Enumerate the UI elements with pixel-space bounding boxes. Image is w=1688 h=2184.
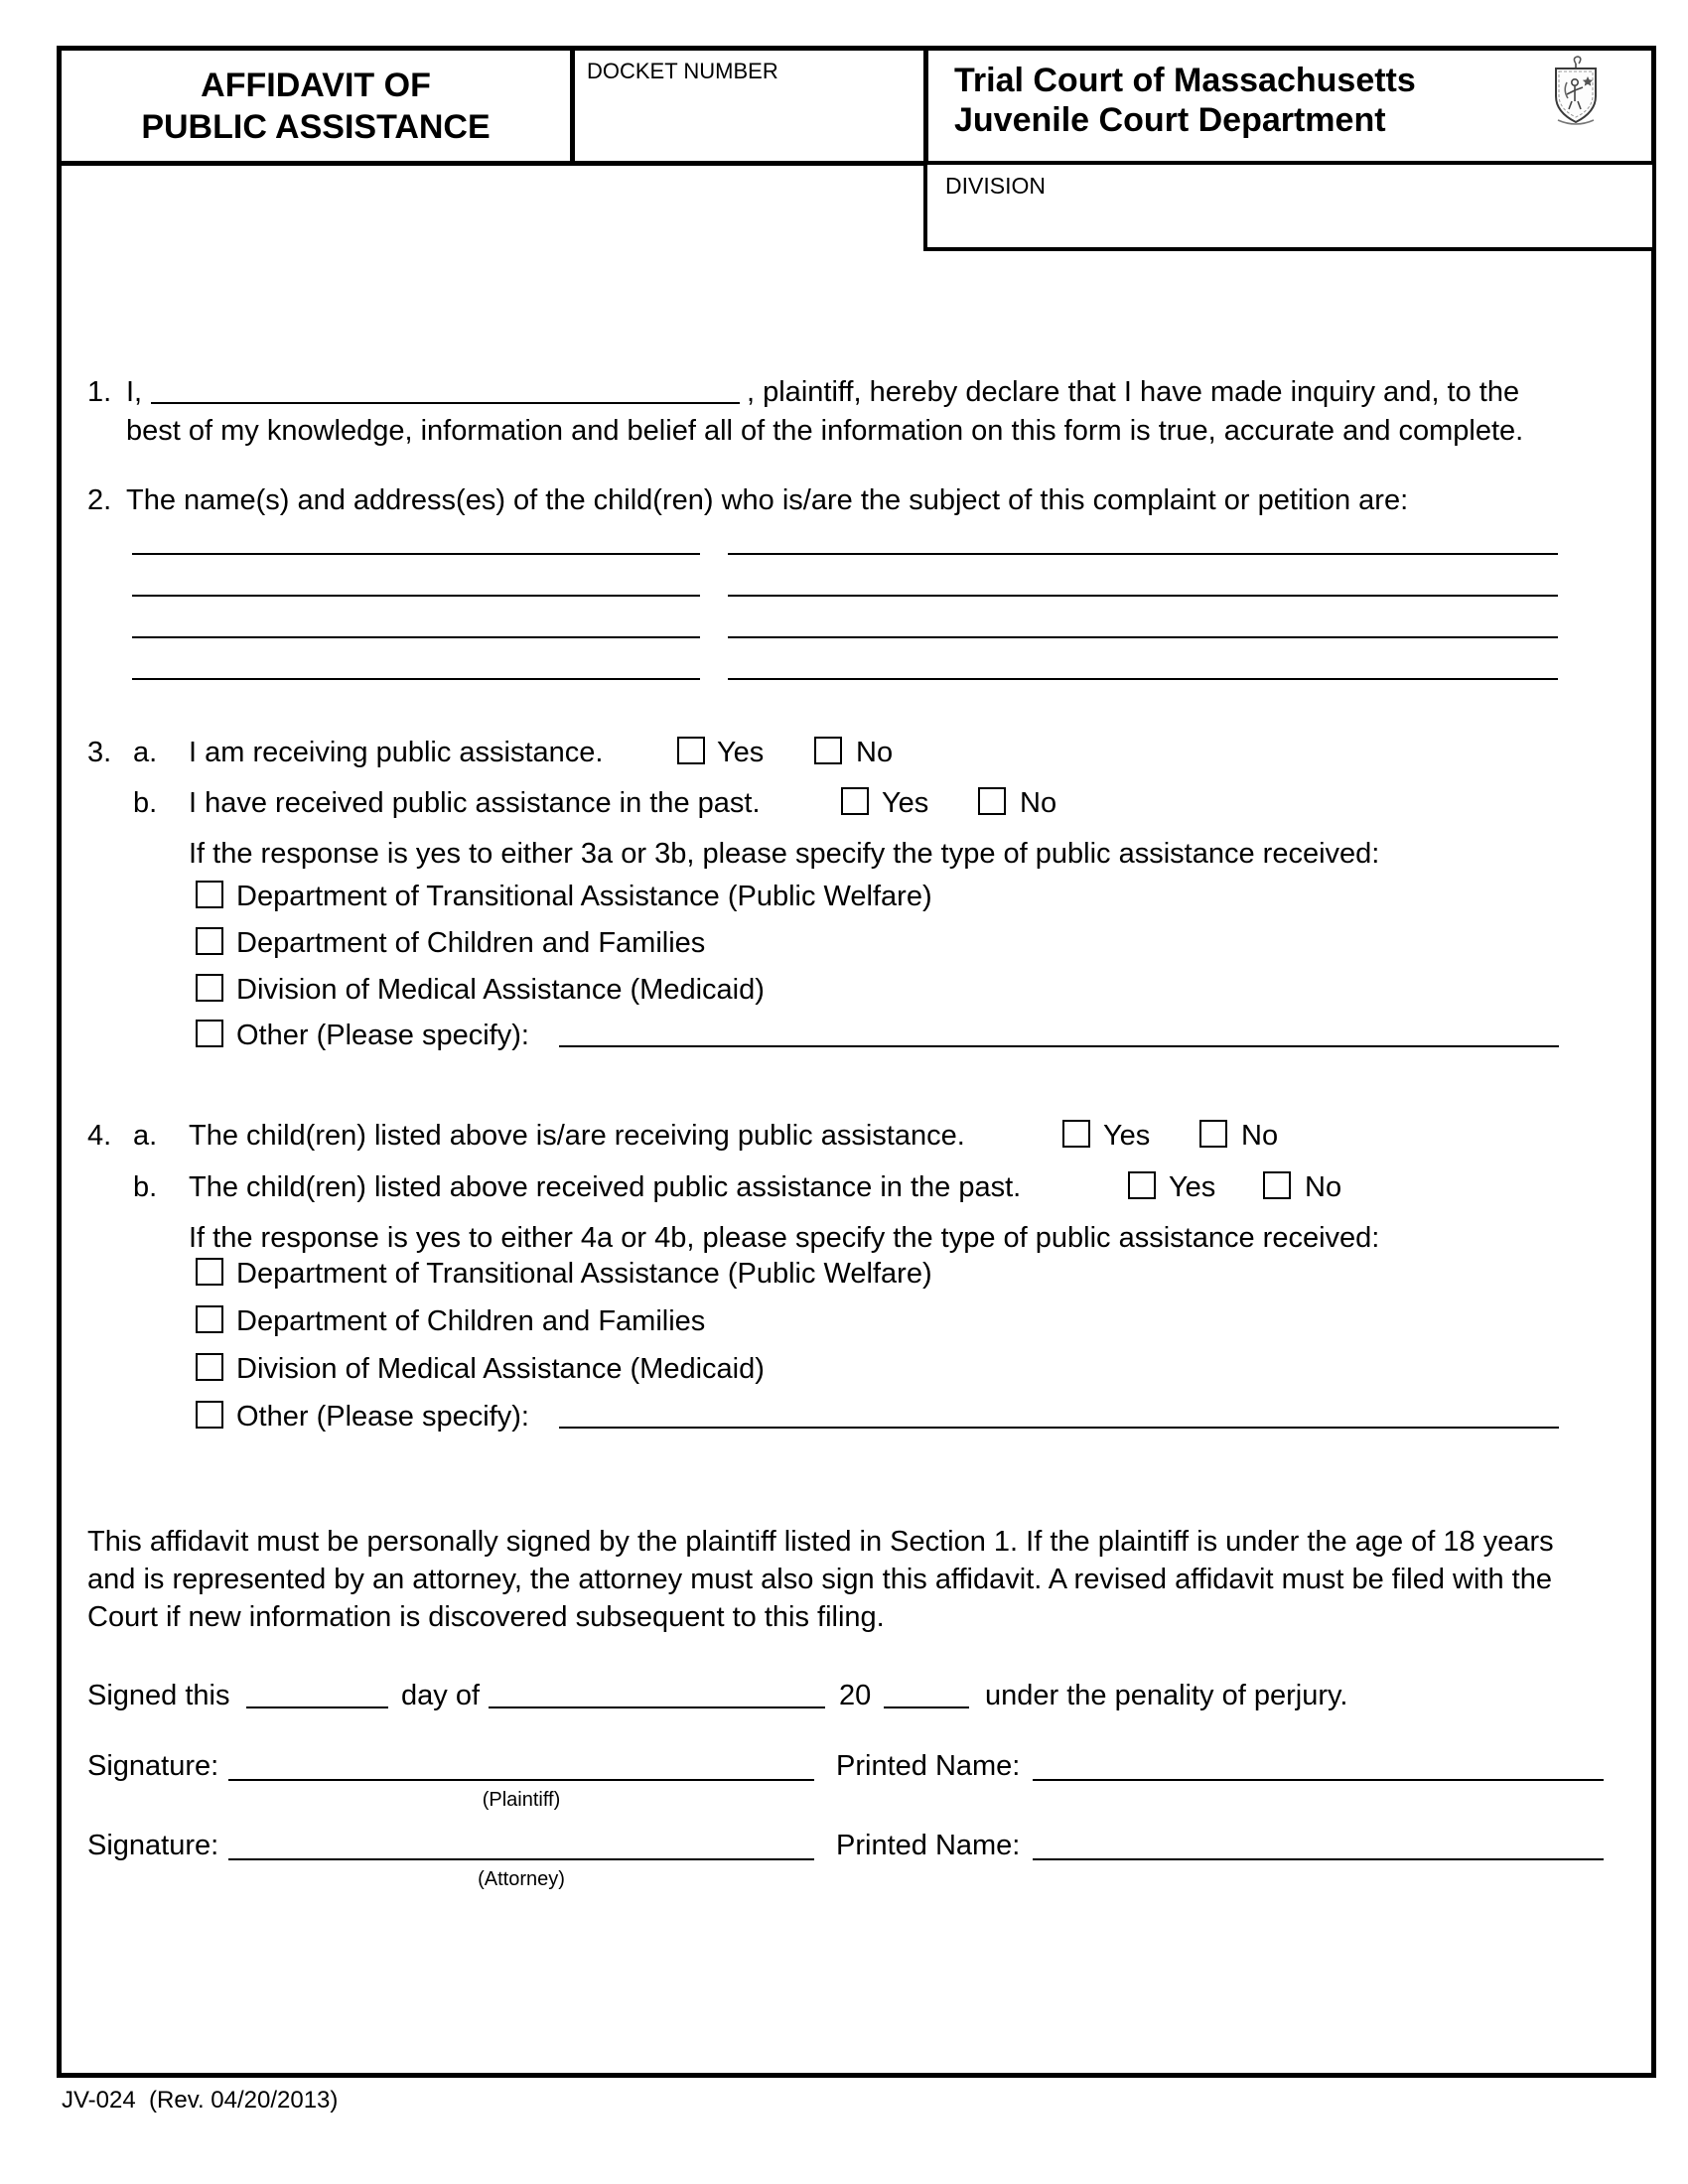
signed-year-blank-line[interactable] — [884, 1706, 969, 1708]
section3a-yes-label: Yes — [717, 737, 765, 768]
court-name-line2: Juvenile Court Department — [954, 101, 1386, 139]
attorney-signature-label: Signature: — [87, 1830, 219, 1861]
section4a-no-checkbox[interactable] — [1199, 1120, 1227, 1148]
docket-number-label: DOCKET NUMBER — [587, 59, 778, 83]
section3-option-dcf-checkbox[interactable] — [196, 927, 223, 955]
form-title-cell — [57, 46, 575, 166]
section3-option-dma-checkbox[interactable] — [196, 974, 223, 1002]
section3a-no-checkbox[interactable] — [814, 737, 842, 764]
section3-option-other-checkbox[interactable] — [196, 1020, 223, 1047]
section3b-yes-checkbox[interactable] — [841, 787, 869, 815]
section4a-no-label: No — [1241, 1120, 1279, 1152]
day-of-text: day of — [401, 1680, 480, 1711]
section4a-yes-checkbox[interactable] — [1062, 1120, 1090, 1148]
signed-day-blank-line[interactable] — [246, 1706, 388, 1708]
section4-instruction: If the response is yes to either 4a or 4b, please specify the type of public assistance received: — [189, 1222, 1380, 1254]
section4-option-dma-checkbox[interactable] — [196, 1353, 223, 1381]
child-info-line[interactable] — [132, 595, 700, 597]
section3a-no-label: No — [856, 737, 894, 768]
division-cell — [923, 161, 1656, 251]
child-info-line[interactable] — [728, 553, 1558, 555]
docket-number-input-area[interactable] — [579, 86, 919, 157]
court-header-cell — [923, 46, 1656, 166]
section3-option-dta-label: Department of Transitional Assistance (Public Welfare) — [236, 881, 932, 912]
section4b-label: b. — [133, 1171, 158, 1203]
plaintiff-signature-label: Signature: — [87, 1750, 219, 1782]
section3-option-dta-checkbox[interactable] — [196, 881, 223, 908]
section3b-label: b. — [133, 787, 158, 819]
section3a-yes-checkbox[interactable] — [677, 737, 705, 764]
section2-text: The name(s) and address(es) of the child(ren) who is/are the subject of this complaint or petition are: — [126, 484, 1409, 516]
child-info-line[interactable] — [728, 595, 1558, 597]
child-info-line[interactable] — [728, 636, 1558, 638]
division-label: DIVISION — [945, 173, 1046, 199]
section4b-yes-checkbox[interactable] — [1128, 1171, 1156, 1199]
attorney-printed-name-label: Printed Name: — [836, 1830, 1021, 1861]
attorney-printed-name-line[interactable] — [1033, 1858, 1604, 1860]
section4-other-specify-blank-line[interactable] — [559, 1427, 1559, 1429]
section4a-label: a. — [133, 1120, 158, 1152]
child-info-line[interactable] — [132, 636, 700, 638]
child-info-line[interactable] — [132, 678, 700, 680]
section4a-yes-label: Yes — [1103, 1120, 1151, 1152]
section1-number: 1. — [87, 376, 112, 408]
division-input-area[interactable] — [931, 203, 1648, 243]
form-title-line1: AFFIDAVIT OF — [201, 66, 431, 104]
section3b-text: I have received public assistance in the past. — [189, 787, 761, 819]
section3b-yes-label: Yes — [882, 787, 929, 819]
child-info-line[interactable] — [132, 553, 700, 555]
section1-lead: I, — [126, 376, 143, 408]
plaintiff-printed-name-label: Printed Name: — [836, 1750, 1021, 1782]
court-name-line1: Trial Court of Massachusetts — [954, 62, 1416, 99]
section3b-no-label: No — [1020, 787, 1057, 819]
signed-month-blank-line[interactable] — [489, 1706, 825, 1708]
plaintiff-printed-name-line[interactable] — [1033, 1779, 1604, 1781]
section4b-yes-label: Yes — [1169, 1171, 1216, 1203]
plaintiff-name-blank-line[interactable] — [151, 402, 740, 404]
section4b-no-label: No — [1305, 1171, 1342, 1203]
section3-option-dma-label: Division of Medical Assistance (Medicaid) — [236, 974, 765, 1006]
plaintiff-signature-line[interactable] — [228, 1779, 814, 1781]
section4-option-dcf-checkbox[interactable] — [196, 1305, 223, 1333]
section4-option-dma-label: Division of Medical Assistance (Medicaid) — [236, 1353, 765, 1385]
signed-this-text: Signed this — [87, 1680, 230, 1711]
section4-option-other-label: Other (Please specify): — [236, 1401, 529, 1433]
plaintiff-role-caption: (Plaintiff) — [482, 1789, 561, 1811]
section4b-no-checkbox[interactable] — [1263, 1171, 1291, 1199]
attorney-signature-line[interactable] — [228, 1858, 814, 1860]
section3-other-specify-blank-line[interactable] — [559, 1045, 1559, 1047]
section4-option-other-checkbox[interactable] — [196, 1401, 223, 1429]
section1-continuation: best of my knowledge, information and belief all of the information on this form is true, accurate and complete. — [126, 415, 1524, 447]
section4-option-dta-label: Department of Transitional Assistance (Public Welfare) — [236, 1258, 932, 1290]
attorney-role-caption: (Attorney) — [478, 1868, 565, 1890]
massachusetts-seal-icon — [1548, 55, 1604, 130]
section3-option-other-label: Other (Please specify): — [236, 1020, 529, 1051]
section3-instruction: If the response is yes to either 3a or 3b, please specify the type of public assistance received: — [189, 838, 1380, 870]
section4-number: 4. — [87, 1120, 112, 1152]
penalty-of-perjury-text: under the penality of perjury. — [985, 1680, 1348, 1711]
section2-number: 2. — [87, 484, 112, 516]
form-title-line2: PUBLIC ASSISTANCE — [141, 107, 491, 146]
section4b-text: The child(ren) listed above received public assistance in the past. — [189, 1171, 1022, 1203]
section3a-label: a. — [133, 737, 158, 768]
affirmation-paragraph: This affidavit must be personally signed by the plaintiff listed in Section 1. If the plaintiff is under the age of 18 years and is represented by an attorney, the attorney must also sign this affidavit. A revised affidavit must be filed with the Court if new information is discovered subsequent to this filing. — [87, 1526, 1554, 1633]
section3-number: 3. — [87, 737, 112, 768]
section3-option-dcf-label: Department of Children and Families — [236, 927, 706, 959]
section1-after-blank: , plaintiff, hereby declare that I have made inquiry and, to the — [747, 376, 1520, 408]
section4-option-dta-checkbox[interactable] — [196, 1258, 223, 1286]
section3a-text: I am receiving public assistance. — [189, 737, 604, 768]
child-info-line[interactable] — [728, 678, 1558, 680]
section4a-text: The child(ren) listed above is/are receiving public assistance. — [189, 1120, 965, 1152]
docket-number-cell — [570, 46, 928, 166]
form-number-footer: JV-024 (Rev. 04/20/2013) — [62, 2087, 339, 2114]
year-prefix-text: 20 — [839, 1680, 872, 1711]
section4-option-dcf-label: Department of Children and Families — [236, 1305, 706, 1337]
section3b-no-checkbox[interactable] — [978, 787, 1006, 815]
